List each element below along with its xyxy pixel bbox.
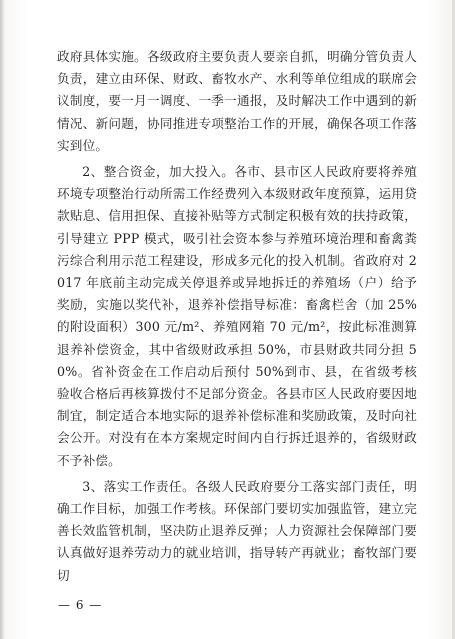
page-body: [57, 46, 417, 591]
paragraph-continuation: 政府具体实施。各级政府主要负责人要亲自抓，明确分管负责人负责，建立由环保、财政、畜牧水产、水利等单位组成的联席会议制度，要一月一调度、一季一通报，及时解决工作中遇到的新情况、新问题，协同推进专项整治工作的开展，确保各项工作落实到位。: [57, 49, 417, 153]
scan-left-shadow: [0, 0, 5, 639]
paragraph-funding: 2、整合资金，加大投入。各市、县市区人民政府要将养殖环境专项整治行动所需工作经费列入本级财政年度预算，运用贷款贴息、信用担保、直接补贴等方式制定积极有效的扶持政策，引导建立 PPP 模式，吸引社会资本参与养殖环境治理和畜禽粪污综合利用示范工程建设，形成多元化的投入机制。省政府对 2017 年底前主动完成关停退养或异地拆迁的养殖场（户）给予奖励，实施以奖代补，退养补偿指导标准：畜禽栏舍（加 25%的附设面积）300 元/m²、养殖网箱 70 元/m²，按此标准测算退养补偿资金，其中省级财政承担 50%，市县财政共同分担 50%。省补资金在工作启动后预付 50%到市、县，在省级考核验收合格后再核算拨付不足部分资金。各县市区人民政府要因地制宜，制定适合本地实际的退养补偿标准和奖励政策，及时向社会公开。对没有在本方案规定时间内自行拆迁退养的，省级财政不予补偿。: [57, 164, 417, 468]
page-number: — 6 —: [58, 598, 103, 612]
paragraph-responsibility: 3、落实工作责任。各级人民政府要分工落实部门责任，明确工作目标，加强工作考核。环保部门要切实加强监管，建立完善长效监管机制，坚决防止退养反弹；人力资源社会保障部门要认真做好退养劳动力的就业培训，指导转产再就业；畜牧部门要切: [57, 478, 417, 583]
